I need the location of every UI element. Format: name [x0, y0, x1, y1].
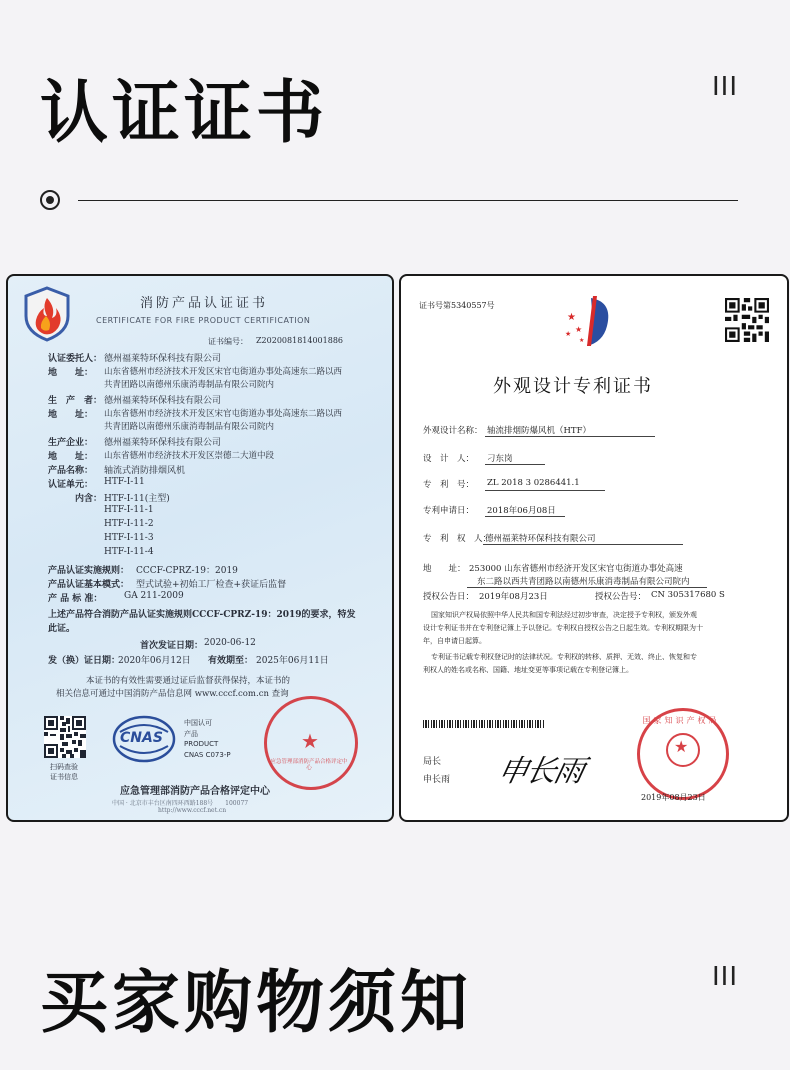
qr-caption-2: 证书信息 — [50, 773, 78, 781]
patent-office-emblem-icon — [561, 292, 629, 350]
divider-line — [78, 200, 738, 201]
row-label-applicant: 认证委托人： — [48, 354, 103, 364]
row-value-producer: 德州福莱特环保科技有限公司 — [104, 396, 222, 406]
row-value-mode: 型式试验+初始工厂检查+获证后监督 — [136, 580, 287, 590]
cnas-line-2: 产品 — [184, 730, 198, 738]
row-value-address-1b: 共青团路以南德州乐康消毒制品有限公司院内 — [104, 380, 275, 390]
fire-product-certificate — [6, 274, 394, 822]
row-value-patent-no: ZL 2018 3 0286441.1 — [487, 478, 580, 488]
svg-text:★: ★ — [575, 325, 583, 334]
row-value-model-4: HTF-I-11-4 — [104, 547, 154, 557]
row-label-address-2: 地 址： — [48, 410, 94, 420]
patent-office-seal — [637, 708, 729, 800]
design-patent-certificate — [399, 274, 789, 822]
cnas-line-1: 中国认可 — [184, 719, 212, 727]
row-label-contains: 内含： — [48, 494, 103, 504]
first-issue-date: 2020-06-12 — [204, 638, 256, 648]
patent-body-5: 利权人的姓名或名称、国籍、地址变更等事项记载在专利登记簿上。 — [423, 666, 633, 674]
footer-website: http://www.cccf.net.cn — [158, 807, 227, 814]
svg-text:★: ★ — [579, 337, 585, 344]
section-title-certificates: 认证证书 — [40, 74, 329, 153]
seal-date: 2019年08月23日 — [641, 793, 706, 802]
grant-date: 2019年08月23日 — [479, 592, 548, 602]
patent-body-4: 专利证书记载专利权登记时的法律状况。专利权的转移、质押、无效、终止、恢复和专 — [431, 653, 697, 661]
row-label-mode: 产品认证基本模式： — [48, 580, 130, 590]
qr-caption-1: 扫码查验 — [50, 763, 78, 771]
patent-body-2: 设计专利证书并在专利登记簿上予以登记。专利权自授权公告之日起生效。专利权期限为十 — [423, 624, 703, 632]
row-value-unit: HTF-I-11 — [104, 477, 145, 487]
validity-note-1: 本证书的有效性需要通过证后监督获得保持，本证书的 — [86, 676, 291, 686]
row-value-patentee: 德州福莱特环保科技有限公司 — [485, 534, 596, 544]
grant-no: CN 305317680 S — [651, 590, 725, 600]
conclusion-line-2: 此证。 — [48, 624, 76, 634]
cnas-text: CNAS — [120, 730, 163, 746]
row-label-designer: 设 计 人： — [423, 454, 475, 464]
seal-star-icon: ★ — [301, 729, 319, 753]
cert-title-cn: 消防产品认证证书 — [140, 296, 269, 311]
cert-no: Z2020081814001886 — [256, 336, 343, 345]
row-value-product: 轴流式消防排烟风机 — [104, 466, 186, 476]
cnas-line-4: CNAS C073-P — [184, 751, 231, 759]
row-label-address: 地 址： — [423, 564, 466, 574]
row-label-filing-date: 专利申请日： — [423, 506, 475, 516]
svg-text:★: ★ — [565, 330, 572, 338]
row-label-producer: 生 产 者： — [48, 396, 103, 406]
grant-date-label: 授权公告日： — [423, 592, 475, 602]
row-value-address-1: 山东省德州市经济技术开发区宋官屯街道办事处高速东二路以西 — [104, 367, 343, 377]
underline — [483, 544, 683, 545]
patent-title: 外观设计专利证书 — [493, 376, 653, 397]
row-label-manufacturer: 生产企业： — [48, 438, 94, 448]
row-value-address-2: 山东省德州市经济技术开发区宋官屯街道办事处高速东二路以西 — [104, 409, 343, 419]
target-circle-icon — [40, 190, 60, 210]
row-value-model-main: HTF-I-11(主型) — [104, 494, 170, 504]
first-issue-label: 首次发证日期： — [140, 641, 204, 651]
row-value-model-3: HTF-I-11-3 — [104, 533, 154, 543]
row-label-product: 产品名称： — [48, 466, 94, 476]
certification-center-seal — [264, 696, 358, 790]
row-label-address-3: 地 址： — [48, 452, 94, 462]
row-value-designer: 刁东岗 — [487, 454, 513, 464]
row-label-rules: 产品认证实施规则： — [48, 566, 130, 576]
seal-text: 国家知识产权局 — [642, 716, 720, 725]
menu-bars-icon-2: III — [711, 962, 738, 992]
director-signature: 申长雨 — [494, 754, 586, 789]
director-name: 申长雨 — [423, 775, 451, 785]
issue-date-label: 发（换）证日期： — [48, 656, 121, 666]
underline — [485, 516, 565, 517]
row-value-address-1: 253000 山东省德州市经济开发区宋官屯街道办事处高速 — [469, 564, 683, 574]
fire-emblem-icon — [22, 286, 72, 342]
row-label-standard: 产 品 标 准： — [48, 594, 103, 604]
row-label-address-1: 地 址： — [48, 368, 94, 378]
row-value-standard: GA 211-2009 — [124, 591, 184, 601]
section-divider — [40, 190, 740, 214]
menu-bars-icon: III — [711, 72, 738, 102]
seal-text: 应急管理部消防产品合格评定中心 — [270, 759, 348, 772]
cnas-line-3: PRODUCT — [184, 740, 219, 748]
row-label-unit: 认证单元： — [48, 480, 94, 490]
issue-date: 2020年06月12日 — [118, 656, 191, 666]
row-value-rules: CCCF-CPRZ-19：2019 — [136, 566, 238, 576]
row-value-model-1: HTF-I-11-1 — [104, 505, 154, 515]
row-value-filing-date: 2018年06月08日 — [487, 506, 556, 516]
footer-address: 中国 · 北京市丰台区南四环西路188号 100077 — [112, 800, 249, 807]
cert-title-en: CERTIFICATE FOR FIRE PRODUCT CERTIFICATION — [96, 316, 311, 325]
row-value-design-name: 轴流排烟防爆风机（HTF） — [487, 426, 591, 436]
row-label-patentee: 专 利 权 人： — [423, 534, 492, 544]
valid-until-label: 有效期至： — [208, 656, 254, 666]
director-title: 局长 — [423, 757, 442, 767]
patent-body-1: 国家知识产权局依照中华人民共和国专利法经过初步审查，决定授予专利权，颁发外观 — [431, 611, 697, 619]
cert-no-label: 证书编号： — [208, 337, 248, 346]
validity-note-2: 相关信息可通过中国消防产品信息网 www.cccf.com.cn 查询 — [56, 689, 289, 699]
grant-no-label: 授权公告号： — [595, 592, 647, 602]
underline — [485, 490, 605, 491]
issuing-organization: 应急管理部消防产品合格评定中心 — [120, 786, 270, 797]
row-value-address-3: 山东省德州市经济技术开发区崇德二大道中段 — [104, 451, 275, 461]
underline — [467, 587, 707, 588]
row-label-patent-no: 专 利 号： — [423, 480, 475, 490]
seal-emblem-star-icon: ★ — [674, 737, 689, 756]
verify-qr-code — [44, 716, 86, 758]
patent-cert-no: 证书号第5340557号 — [419, 301, 495, 310]
section-title-buyer-notice: 买家购物须知 — [40, 964, 473, 1043]
row-value-model-2: HTF-I-11-2 — [104, 519, 154, 529]
row-value-address-2: 东二路以西共青团路以南德州乐康消毒制品有限公司院内 — [477, 577, 690, 587]
underline — [485, 464, 545, 465]
row-value-address-2b: 共青团路以南德州乐康消毒制品有限公司院内 — [104, 422, 275, 432]
svg-text:★: ★ — [567, 312, 576, 323]
conclusion-line-1: 上述产品符合消防产品认证实施规则CCCF-CPRZ-19：2019的要求，特发 — [48, 610, 356, 620]
patent-body-3: 年，自申请日起算。 — [423, 637, 486, 645]
barcode — [423, 720, 545, 728]
valid-until-date: 2025年06月11日 — [256, 656, 329, 666]
row-label-design-name: 外观设计名称： — [423, 426, 483, 436]
patent-qr-code — [725, 298, 769, 342]
row-value-manufacturer: 德州福莱特环保科技有限公司 — [104, 438, 222, 448]
row-value-applicant: 德州福莱特环保科技有限公司 — [104, 354, 222, 364]
underline — [485, 436, 655, 437]
